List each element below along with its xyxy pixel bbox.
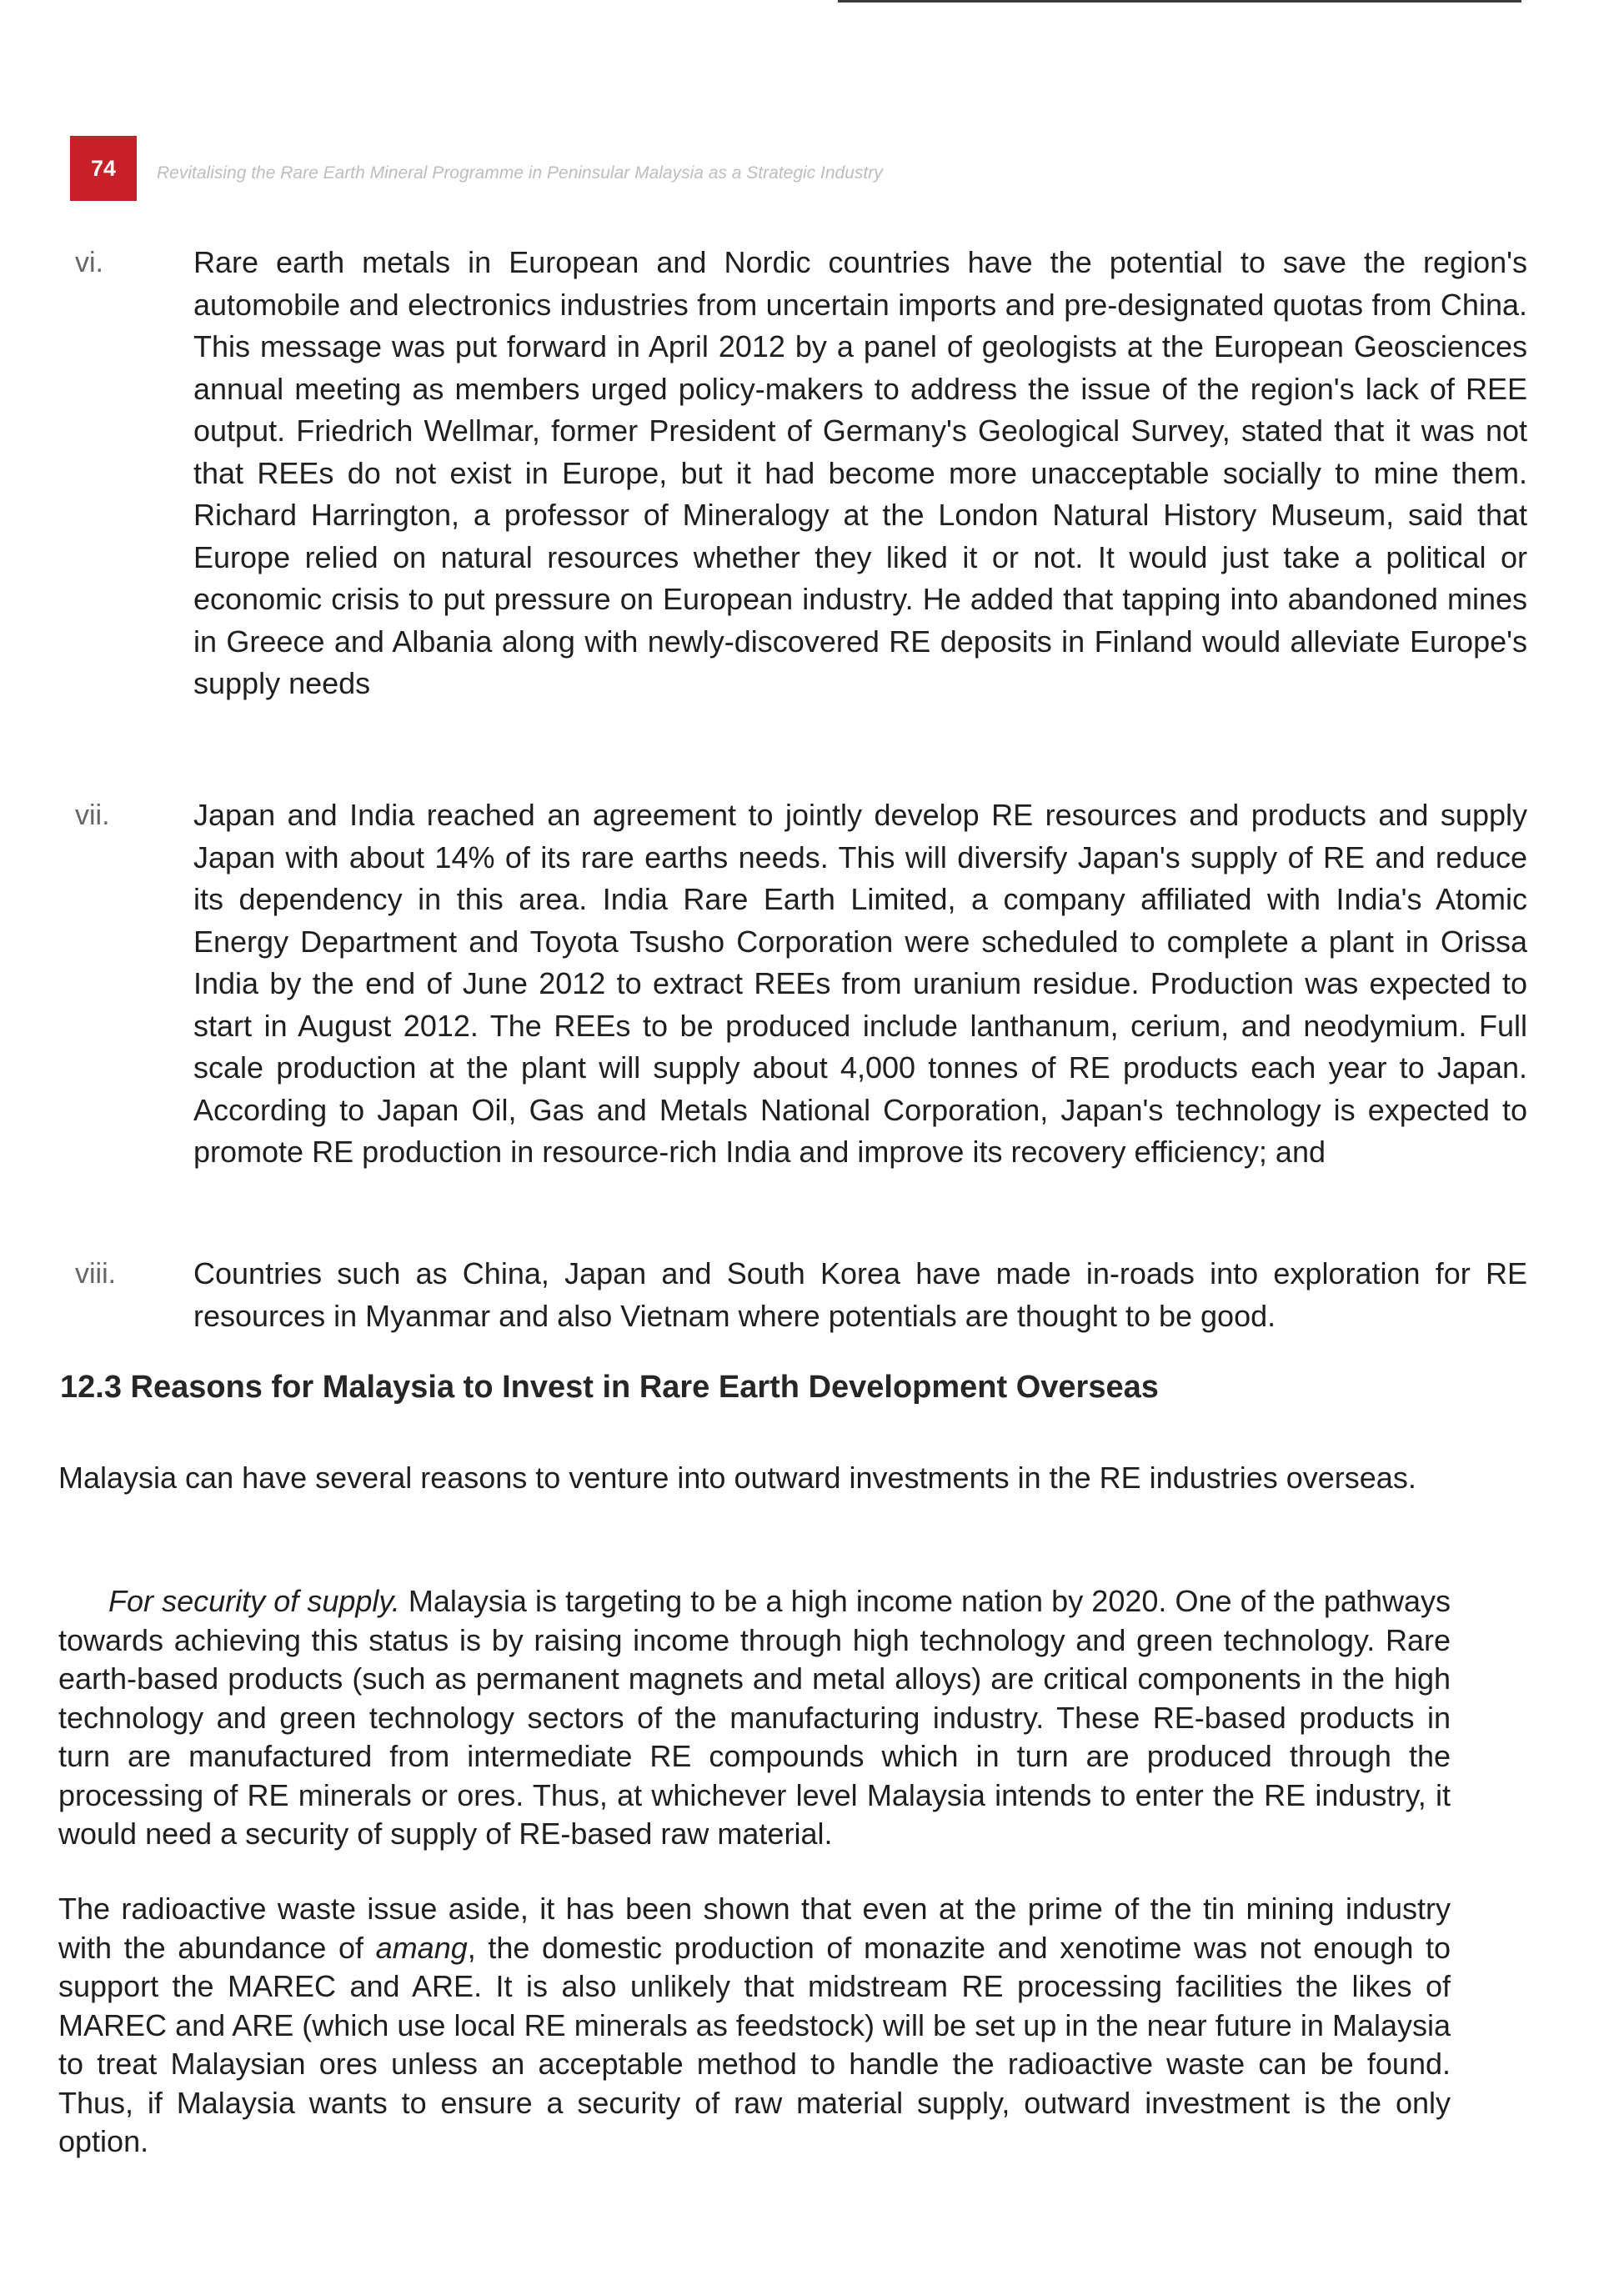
waste-text-start: The radioactive waste issue aside, it has been shown that even at the prime of the tin mining industry with the abundance of	[58, 1892, 1451, 1965]
list-marker: vii.	[75, 799, 110, 831]
security-paragraph	[58, 1582, 1451, 1854]
section-heading: 12.3 Reasons for Malaysia to Invest in Rare Earth Development Overseas	[60, 1370, 1159, 1405]
list-marker: viii.	[75, 1258, 117, 1290]
security-lead: For security of supply.	[108, 1584, 400, 1618]
page-number: 74	[90, 155, 117, 181]
page-number-badge	[70, 136, 137, 201]
security-body: Malaysia is targeting to be a high income nation by 2020. One of the pathways towards achieving this status is by raising income through high technology and green technology. Rare earth-based products (such as permanent magnets and metal alloys) are critical components in the high technology and green technology sectors of the manufacturing industry. These RE-based products in turn are manufactured from intermediate RE compounds which in turn are produced through the processing of RE minerals or ores. Thus, at whichever level Malaysia intends to enter the RE industry, it would need a security of supply of RE-based raw material.	[58, 1584, 1451, 1851]
running-header: Revitalising the Rare Earth Mineral Programme in Peninsular Malaysia as a Strategic Industry	[157, 163, 883, 183]
list-item-text: Japan and India reached an agreement to jointly develop RE resources and products and supply Japan with about 14% of its rare earths needs. This will diversify Japan's supply of RE and reduce its dependency in this area. India Rare Earth Limited, a company affiliated with India's Atomic Energy Department and Toyota Tsusho Corporation were scheduled to complete a plant in Orissa India by the end of June 2012 to extract REEs from uranium residue. Production was expected to start in August 2012. The REEs to be produced include lanthanum, cerium, and neodymium. Full scale production at the plant will supply about 4,000 tonnes of RE products each year to Japan. According to Japan Oil, Gas and Metals National Corporation, Japan's technology is expected to promote RE production in resource-rich India and improve its recovery efficiency; and	[193, 798, 1527, 1169]
list-item-text: Countries such as China, Japan and South Korea have made in-roads into exploration for RE resources in Myanmar and also Vietnam where potentials are thought to be good.	[193, 1256, 1527, 1333]
radioactive-waste-paragraph	[58, 1890, 1451, 2162]
waste-text-end: , the domestic production of monazite and xenotime was not enough to support the MAREC and ARE. It is also unlikely that midstream RE processing facilities the likes of MAREC and ARE (which use local RE minerals as feedstock) will be set up in the near future in Malaysia to treat Malaysian ores unless an acceptable method to handle the radioactive waste can be found. Thus, if Malaysia wants to ensure a security of raw material supply, outward investment is the only option.	[58, 1930, 1451, 2158]
intro-paragraph: Malaysia can have several reasons to venture into outward investments in the RE industries overseas.	[58, 1461, 1416, 1495]
list-item-text: Rare earth metals in European and Nordic countries have the potential to save the region's automobile and electronics industries from uncertain imports and pre-designated quotas from China. This message was put forward in April 2012 by a panel of geologists at the European Geosciences annual meeting as members urged policy-makers to address the issue of the region's lack of REE output. Friedrich Wellmar, former President of Germany's Geological Survey, stated that it was not that REEs do not exist in Europe, but it had become more unacceptable socially to mine them. Richard Harrington, a professor of Mineralogy at the London Natural History Museum, said that Europe relied on natural resources whether they liked it or not. It would just take a political or economic crisis to put pressure on European industry. He added that tapping into abandoned mines in Greece and Albania along with newly-discovered RE deposits in Finland would alleviate Europe's supply needs	[193, 245, 1527, 700]
top-rule	[838, 0, 1521, 3]
list-marker: vi.	[75, 247, 103, 278]
waste-term: amang	[375, 1930, 468, 1965]
